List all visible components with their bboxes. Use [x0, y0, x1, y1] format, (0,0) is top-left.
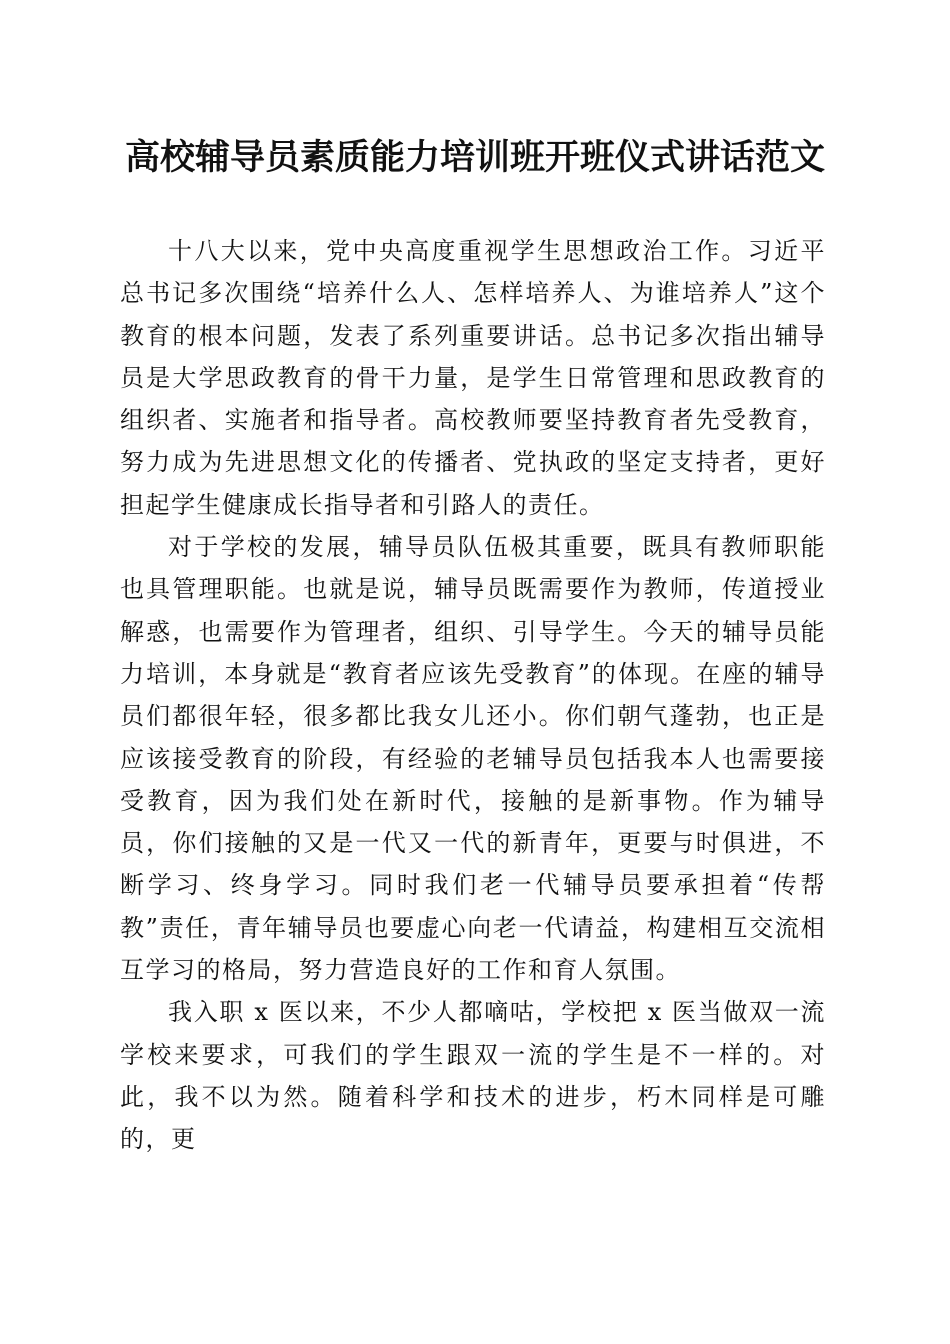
- document-body: [120, 230, 826, 1161]
- paragraph-3: 我入职 x 医以来，不少人都嘀咕，学校把 x 医当做双一流学校来要求，可我们的学生跟双一流的学生是不一样的。对此，我不以为然。随着科学和技术的进步，朽木同样是可雕的，更: [120, 998, 826, 1154]
- paragraph-1: 十八大以来，党中央高度重视学生思想政治工作。习近平总书记多次围绕“培养什么人、怎样培养人、为谁培养人”这个教育的根本问题，发表了系列重要讲话。总书记多次指出辅导员是大学思政教育的骨干力量，是学生日常管理和思政教育的组织者、实施者和指导者。高校教师要坚持教育者先受教育，努力成为先进思想文化的传播者、党执政的坚定支持者，更好担起学生健康成长指导者和引路人的责任。: [120, 237, 826, 519]
- document-title: 高校辅导员素质能力培训班开班仪式讲话范文: [124, 137, 825, 178]
- paragraph-2: 对于学校的发展，辅导员队伍极其重要，既具有教师职能也具管理职能。也就是说，辅导员既需要作为教师，传道授业解惑，也需要作为管理者，组织、引导学生。今天的辅导员能力培训，本身就是“教育者应该先受教育”的体现。在座的辅导员们都很年轻，很多都比我女儿还小。你们朝气蓬勃，也正是应该接受教育的阶段，有经验的老辅导员包括我本人也需要接受教育，因为我们处在新时代，接触的是新事物。作为辅导员，你们接触的又是一代又一代的新青年，更要与时俱进，不断学习、终身学习。同时我们老一代辅导员要承担着“传帮教”责任，青年辅导员也要虚心向老一代请益，构建相互交流相互学习的格局，努力营造良好的工作和育人氛围。: [120, 533, 826, 985]
